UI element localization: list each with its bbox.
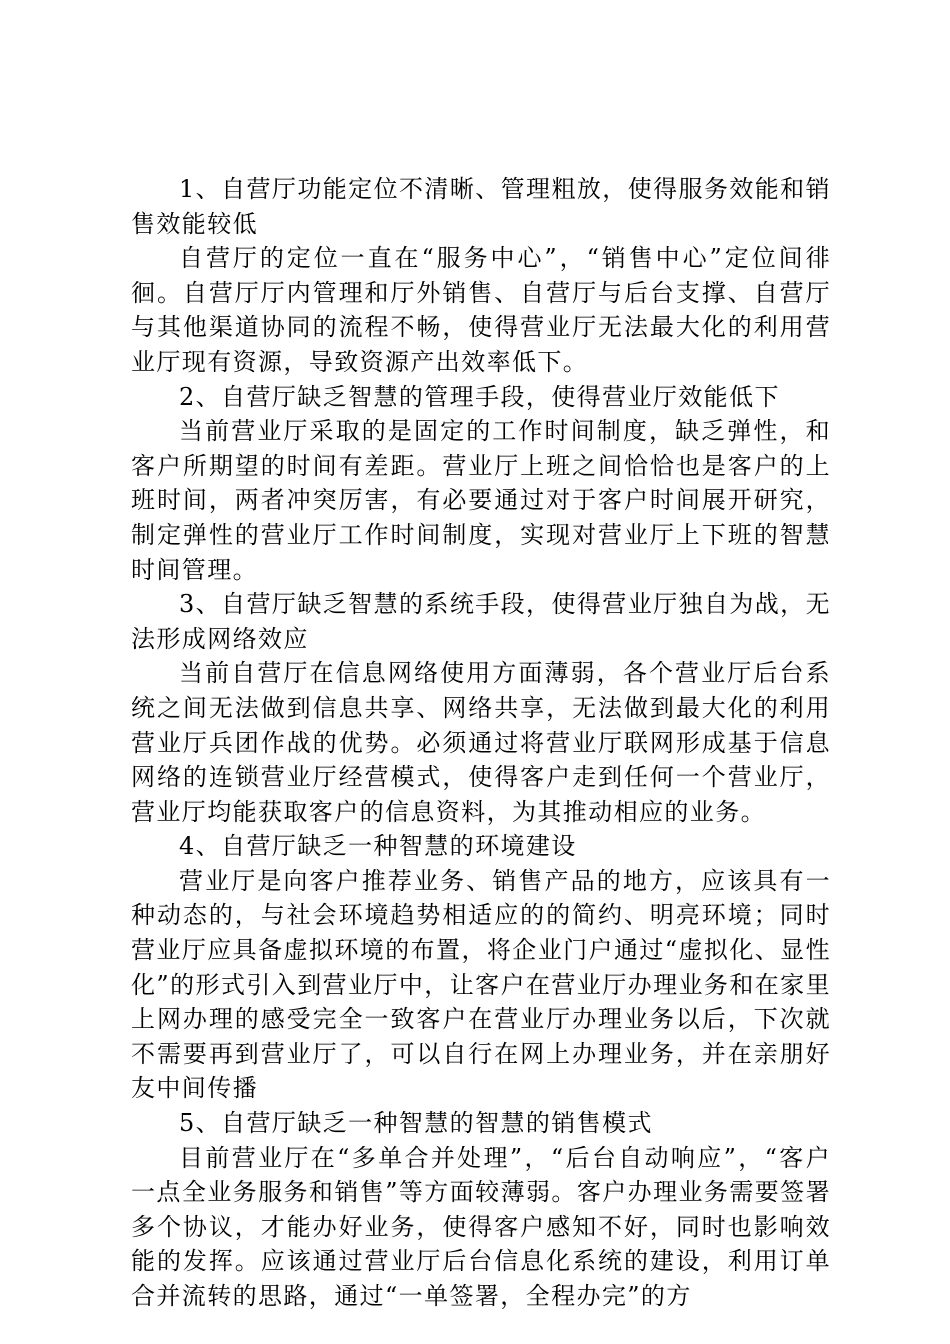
section-heading-4: 4、自营厅缺乏一种智慧的环境建设 <box>179 832 577 861</box>
section-heading-1: 1、自营厅功能定位不清晰、管理粗放，使得服务效能和销售效能较低 <box>131 175 831 238</box>
section-heading-2: 2、自营厅缺乏智慧的管理手段，使得营业厅效能低下 <box>179 382 780 411</box>
section-body-5: 目前营业厅在“多单合并处理”，“后台自动响应”，“客户一点全业务服务和销售”等方面较薄弱。客户办理业务需要签署多个协议，才能办好业务，使得客户感知不好，同时也影响效能的发挥。应该通过营业厅后台信息化系统的建设，利用订单合并流转的思路，通过“一单签署，全程办完”的方 <box>131 1143 831 1310</box>
section-heading-5: 5、自营厅缺乏一种智慧的智慧的销售模式 <box>179 1109 653 1138</box>
section-body-2: 当前营业厅采取的是固定的工作时间制度，缺乏弹性，和客户所期望的时间有差距。营业厅上班之间恰恰也是客户的上班时间，两者冲突厉害，有必要通过对于客户时间展开研究，制定弹性的营业厅工作时间制度，实现对营业厅上下班的智慧时间管理。 <box>131 417 831 584</box>
document-page <box>131 172 831 1314</box>
section-body-1: 自营厅的定位一直在“服务中心”，“销售中心”定位间徘徊。自营厅厅内管理和厅外销售、自营厅与后台支撑、自营厅与其他渠道协同的流程不畅，使得营业厅无法最大化的利用营业厅现有资源，导致资源产出效率低下。 <box>131 244 831 376</box>
section-body-4: 营业厅是向客户推荐业务、销售产品的地方，应该具有一种动态的，与社会环境趋势相适应的的简约、明亮环境；同时营业厅应具备虚拟环境的布置，将企业门户通过“虚拟化、显性化”的形式引入到营业厅中，让客户在营业厅办理业务和在家里上网办理的感受完全一致客户在营业厅办理业务以后，下次就不需要再到营业厅了，可以自行在网上办理业务，并在亲朋好友中间传播 <box>131 866 831 1103</box>
section-heading-3: 3、自营厅缺乏智慧的系统手段，使得营业厅独自为战，无法形成网络效应 <box>131 590 831 653</box>
section-body-3: 当前自营厅在信息网络使用方面薄弱，各个营业厅后台系统之间无法做到信息共享、网络共享，无法做到最大化的利用营业厅兵团作战的优势。必须通过将营业厅联网形成基于信息网络的连锁营业厅经营模式，使得客户走到任何一个营业厅，营业厅均能获取客户的信息资料，为其推动相应的业务。 <box>131 659 831 826</box>
